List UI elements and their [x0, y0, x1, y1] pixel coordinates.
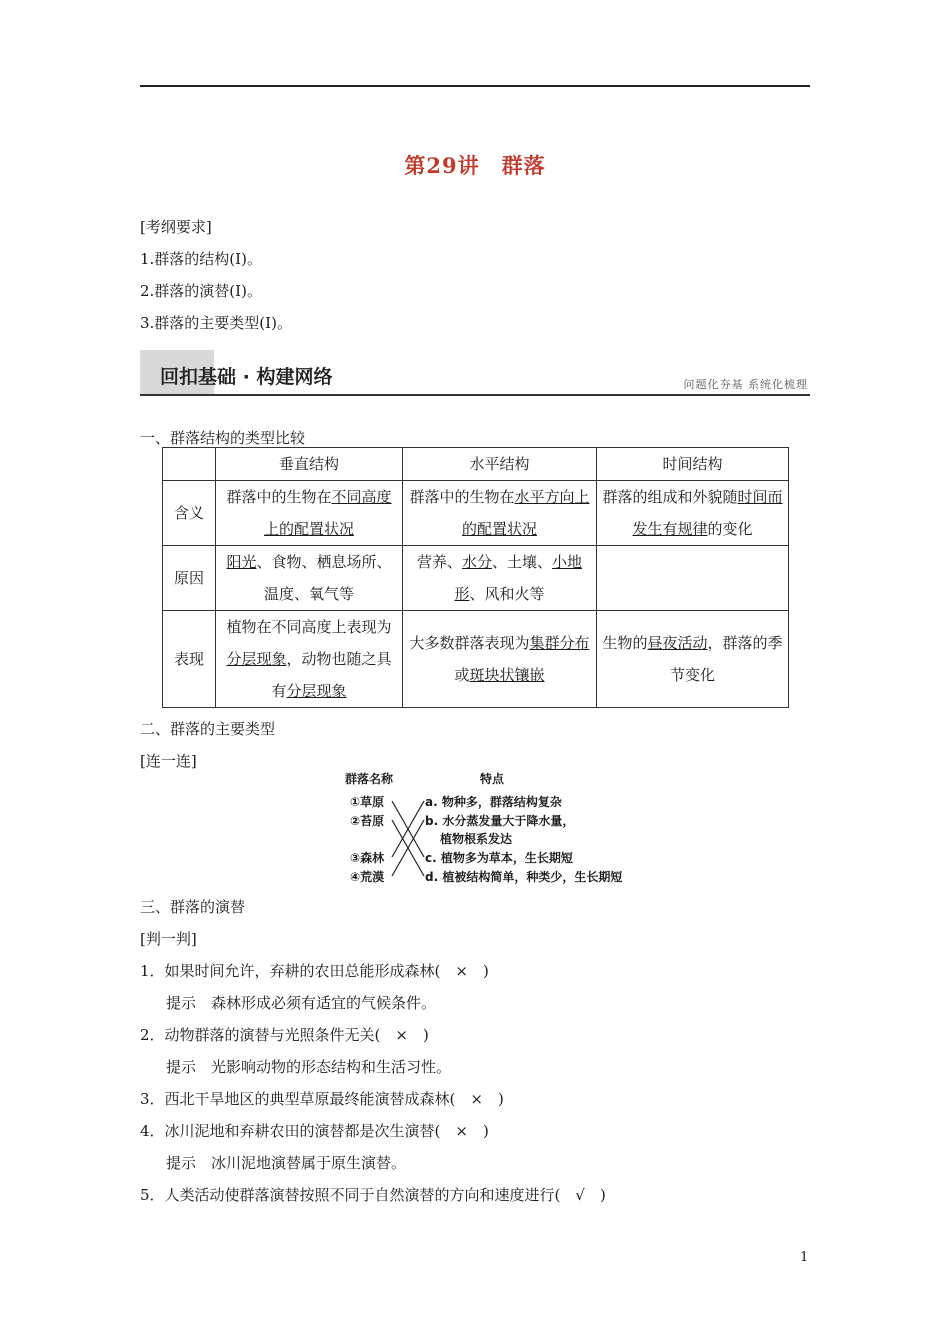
requirement-item: 1.群落的结构(Ⅰ)。: [140, 250, 262, 268]
requirements-heading: [考纲要求]: [140, 218, 212, 236]
feature-item: b. 水分蒸发量大于降水量，: [425, 814, 575, 828]
judgment-statement: 2．动物群落的演替与光照条件无关( × ): [140, 1026, 429, 1044]
table-row: [163, 481, 789, 546]
row-label: 表现: [163, 611, 216, 708]
matching-task-label: [连一连]: [140, 752, 197, 770]
section2-heading: 二、群落的主要类型: [140, 720, 276, 738]
table-cell: 大多数群落表现为集群分布或斑块状镶嵌: [403, 611, 597, 708]
requirement-item: 3.群落的主要类型(Ⅰ)。: [140, 314, 292, 332]
table-cell: 群落中的生物在水平方向上的配置状况: [403, 481, 597, 546]
page-title: 第29讲 群落: [404, 153, 546, 178]
page-number: 1: [800, 1250, 809, 1265]
section3-heading: 三、群落的演替: [140, 898, 246, 916]
requirement-item: 2.群落的演替(Ⅰ)。: [140, 282, 262, 300]
judgment-statement: 5．人类活动使群落演替按照不同于自然演替的方向和速度进行( √ ): [140, 1186, 606, 1204]
right-header: 特点: [480, 772, 505, 786]
feature-item-continued: 植物根系发达: [440, 832, 513, 846]
judgment-statement: 1．如果时间允许，弃耕的农田总能形成森林( × ): [140, 962, 489, 980]
banner-rule: [140, 394, 810, 396]
judgment-hint: 提示 光影响动物的形态结构和生活习性。: [166, 1058, 452, 1076]
table-cell: 营养、水分、土壤、小地形、风和火等: [403, 546, 597, 611]
judgment-statement: 3．西北干旱地区的典型草原最终能演替成森林( × ): [140, 1090, 504, 1108]
section1-heading: 一、群落结构的类型比较: [140, 429, 306, 447]
table-row: [163, 546, 789, 611]
judgment-hint: 提示 森林形成必须有适宜的气候条件。: [166, 994, 437, 1012]
row-label: 原因: [163, 546, 216, 611]
table-cell: 群落的组成和外貌随时间而发生有规律的变化: [597, 481, 789, 546]
table-cell: 群落中的生物在不同高度上的配置状况: [216, 481, 403, 546]
banner-title: 回扣基础 · 构建网络: [160, 366, 333, 388]
community-item: ①草原: [350, 795, 385, 809]
table-cell-empty: [597, 546, 789, 611]
header-rule: [140, 85, 810, 87]
feature-item: c. 植物多为草本，生长期短: [425, 851, 573, 865]
row-label: 含义: [163, 481, 216, 546]
judgment-hint: 提示 冰川泥地演替属于原生演替。: [166, 1154, 407, 1172]
judge-task-label: [判一判]: [140, 930, 197, 948]
section-banner: [140, 350, 810, 396]
table-cell: 生物的昼夜活动，群落的季节变化: [597, 611, 789, 708]
structure-comparison-table: [162, 447, 789, 708]
matching-diagram: [300, 765, 660, 890]
table-corner: [163, 448, 216, 481]
matching-lines: [300, 765, 660, 890]
column-header: 垂直结构: [216, 448, 403, 481]
feature-item: a. 物种多，群落结构复杂: [425, 795, 562, 809]
table-cell: 植物在不同高度上表现为分层现象，动物也随之具有分层现象: [216, 611, 403, 708]
judgment-statement: 4．冰川泥地和弃耕农田的演替都是次生演替( × ): [140, 1122, 489, 1140]
column-header: 时间结构: [597, 448, 789, 481]
community-item: ③森林: [350, 851, 385, 865]
column-header: 水平结构: [403, 448, 597, 481]
table-row: [163, 611, 789, 708]
table-cell: 阳光、食物、栖息场所、温度、氧气等: [216, 546, 403, 611]
community-item: ②苔原: [350, 814, 385, 828]
left-header: 群落名称: [345, 772, 394, 786]
banner-subtitle: 问题化夯基 系统化梳理: [683, 378, 808, 391]
community-item: ④荒漠: [350, 870, 385, 884]
feature-item: d. 植被结构简单，种类少，生长期短: [425, 870, 623, 884]
